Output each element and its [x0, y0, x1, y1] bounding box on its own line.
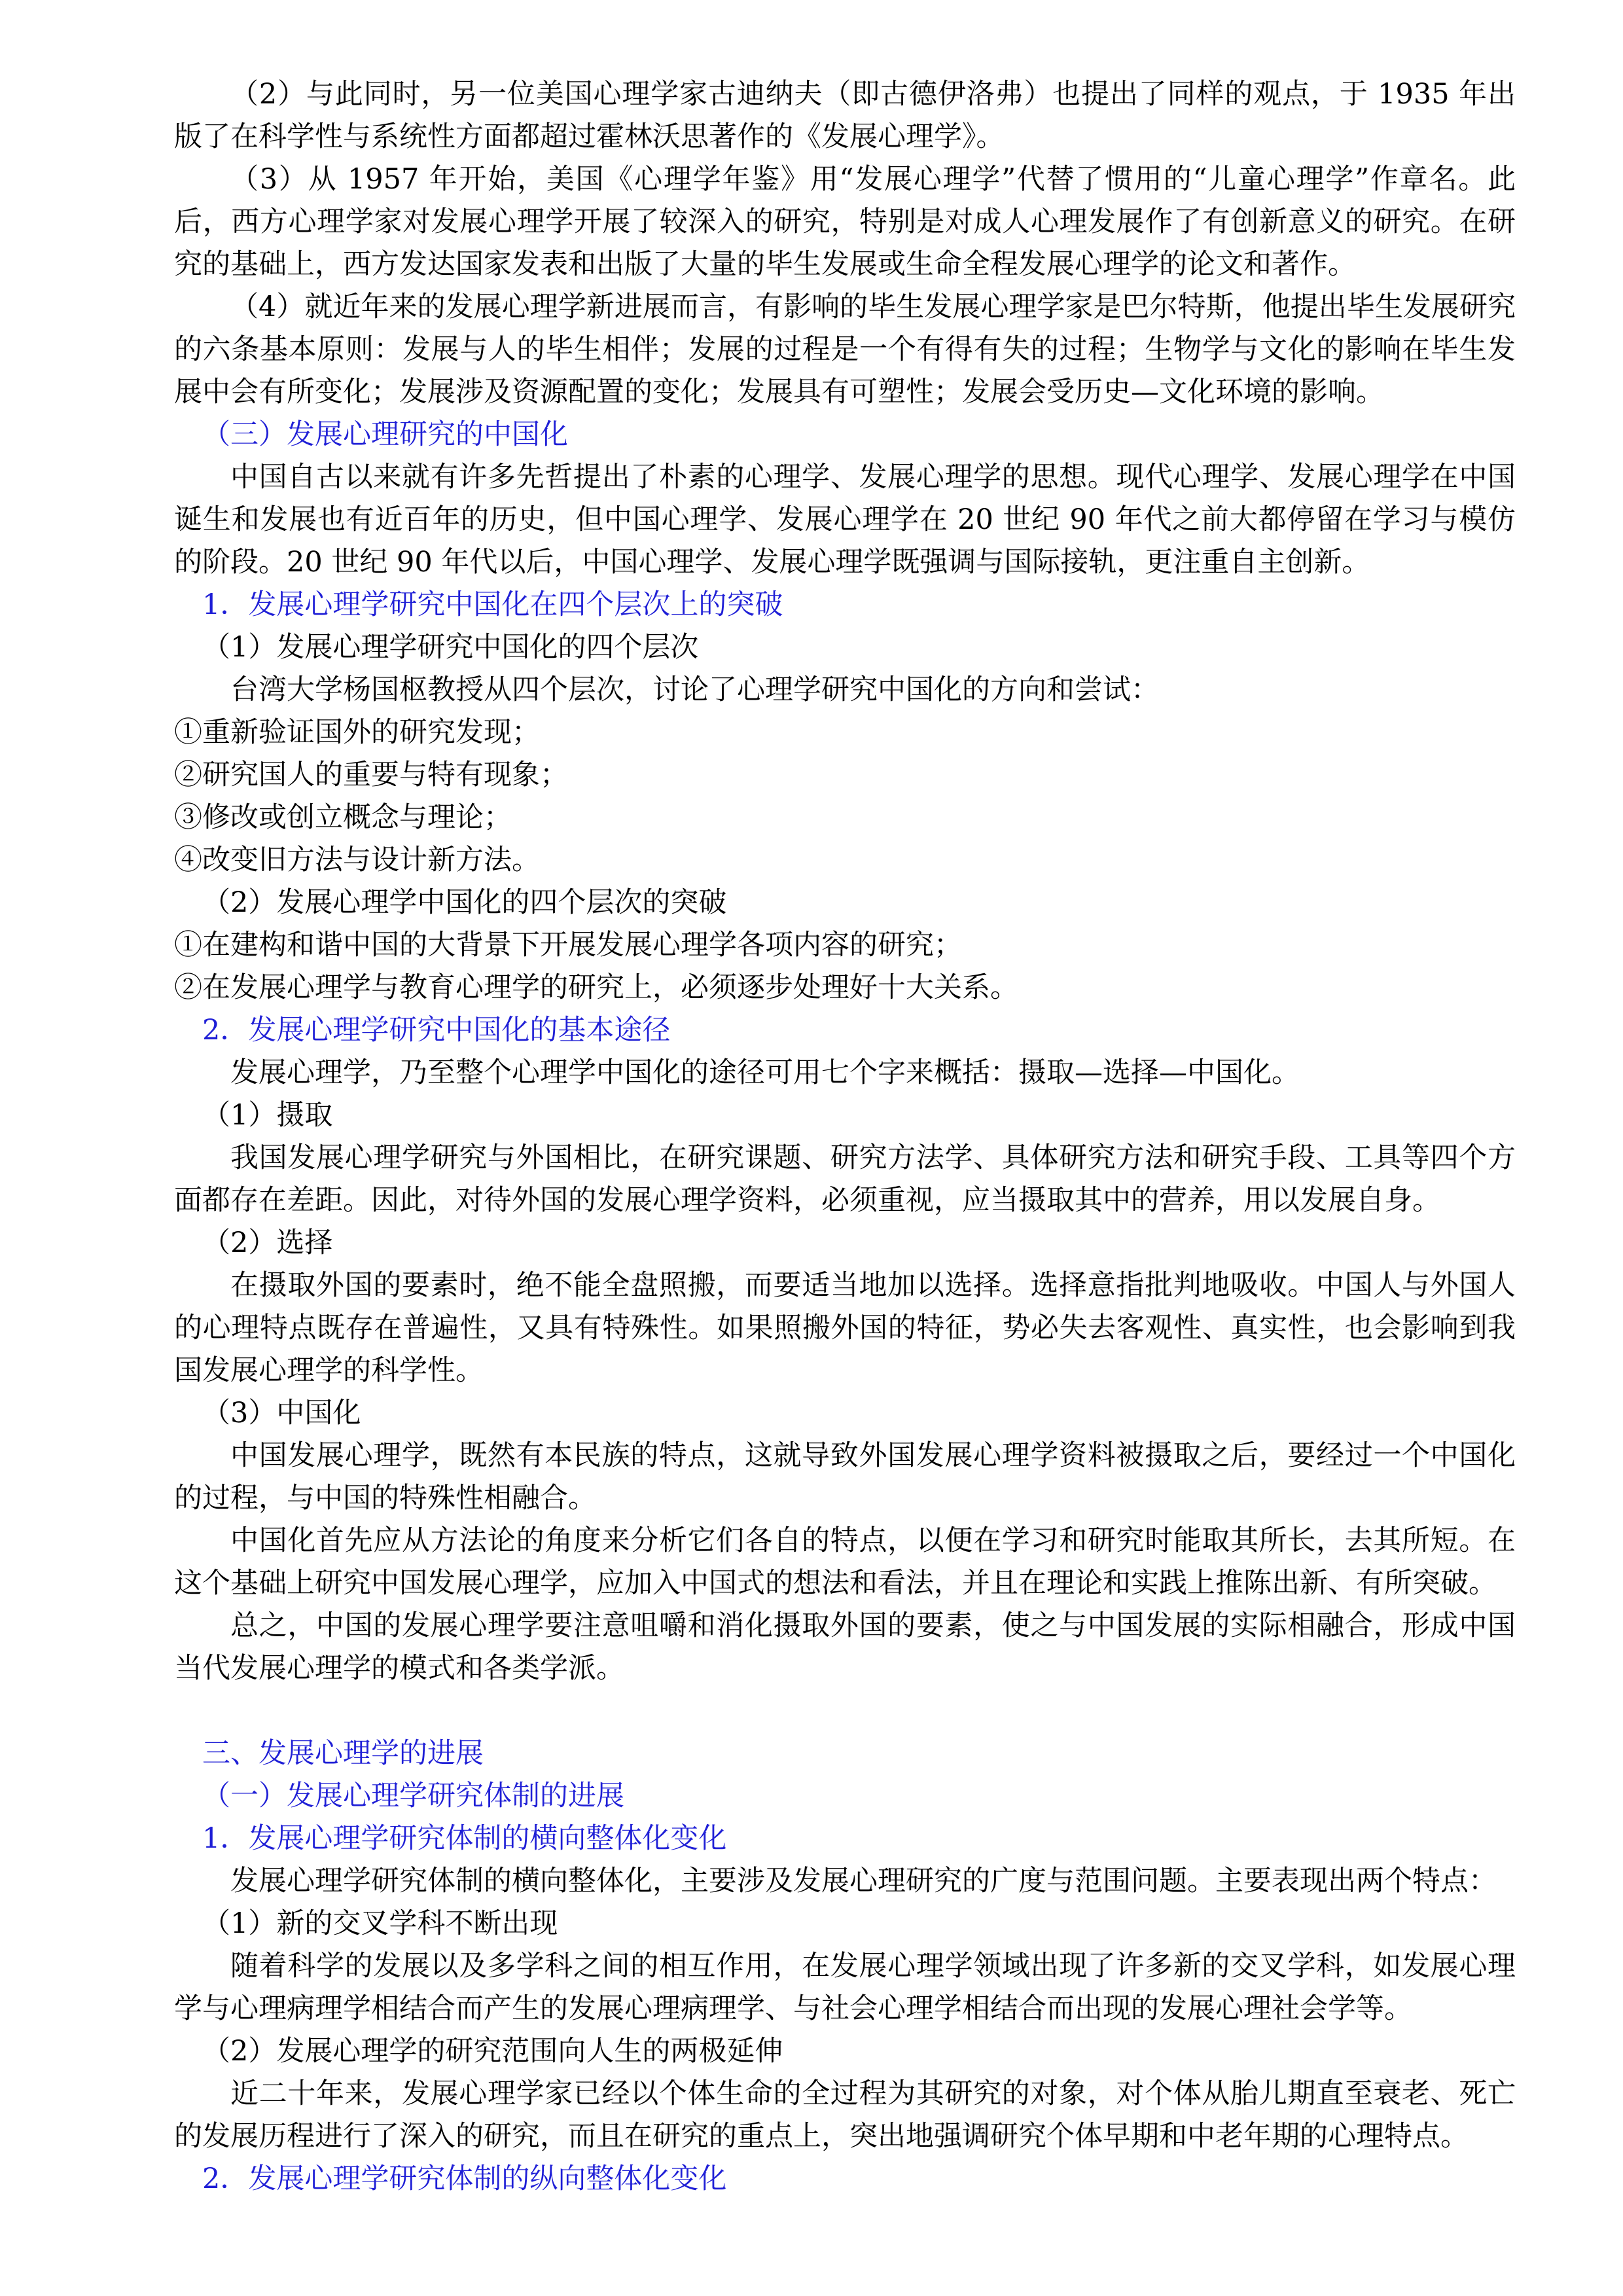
- section-heading: 1．发展心理学研究体制的横向整体化变化: [202, 1822, 727, 1855]
- section-heading: 2．发展心理学研究体制的纵向整体化变化: [202, 2162, 727, 2195]
- body-paragraph: （1）摄取: [202, 1099, 333, 1132]
- body-paragraph: ①重新验证国外的研究发现；: [174, 716, 540, 749]
- body-paragraph: （2）发展心理学的研究范围向人生的两极延伸: [202, 2035, 783, 2068]
- body-paragraph: （2）选择: [202, 1227, 333, 1259]
- body-paragraph: ③修改或创立概念与理论；: [174, 801, 512, 834]
- body-paragraph: （1）发展心理学研究中国化的四个层次: [202, 631, 699, 664]
- body-paragraph: （2）发展心理学中国化的四个层次的突破: [202, 886, 727, 919]
- body-paragraph: （2）与此同时，另一位美国心理学家古迪纳夫（即古德伊洛弗）也提出了同样的观点，于 1935 年出版了在科学性与系统性方面都超过霍林沃思著作的《发展心理学》。: [174, 78, 1516, 153]
- body-paragraph: 我国发展心理学研究与外国相比，在研究课题、研究方法学、具体研究方法和研究手段、工具等四个方面都存在差距。因此，对待外国的发展心理学资料，必须重视，应当摄取其中的营养，用以发展自身。: [174, 1141, 1516, 1217]
- section-heading: 1．发展心理学研究中国化在四个层次上的突破: [202, 588, 783, 621]
- section-heading: 三、发展心理学的进展: [202, 1737, 484, 1770]
- section-heading: （三）发展心理研究的中国化: [202, 418, 568, 451]
- body-paragraph: 发展心理学研究体制的横向整体化，主要涉及发展心理研究的广度与范围问题。主要表现出两个特点：: [230, 1865, 1497, 1897]
- body-paragraph: （4）就近年来的发展心理学新进展而言，有影响的毕生发展心理学家是巴尔特斯，他提出毕生发展研究的六条基本原则：发展与人的毕生相伴；发展的过程是一个有得有失的过程；生物学与文化的影响在毕生发展中会有所变化；发展涉及资源配置的变化；发展具有可塑性；发展会受历史—文化环境的影响。: [174, 291, 1516, 408]
- body-paragraph: 总之，中国的发展心理学要注意咀嚼和消化摄取外国的要素，使之与中国发展的实际相融合，形成中国当代发展心理学的模式和各类学派。: [174, 1609, 1516, 1685]
- body-paragraph: （1）新的交叉学科不断出现: [202, 1907, 558, 1940]
- body-paragraph: （3）从 1957 年开始，美国《心理学年鉴》用“发展心理学”代替了惯用的“儿童心理学”作章名。此后，西方心理学家对发展心理学开展了较深入的研究，特别是对成人心理发展作了有创新意义的研究。在研究的基础上，西方发达国家发表和出版了大量的毕生发展或生命全程发展心理学的论文和著作。: [174, 163, 1516, 281]
- body-paragraph: 在摄取外国的要素时，绝不能全盘照搬，而要适当地加以选择。选择意指批判地吸收。中国人与外国人的心理特点既存在普遍性，又具有特殊性。如果照搬外国的特征，势必失去客观性、真实性，也会影响到我国发展心理学的科学性。: [174, 1269, 1516, 1387]
- body-paragraph: （3）中国化: [202, 1397, 361, 1429]
- body-paragraph: 中国自古以来就有许多先哲提出了朴素的心理学、发展心理学的思想。现代心理学、发展心理学在中国诞生和发展也有近百年的历史，但中国心理学、发展心理学在 20 世纪 90 年代之前大都停留在学习与模仿的阶段。20 世纪 90 年代以后，中国心理学、发展心理学既强调与国际接轨，更注重自主创新。: [174, 461, 1516, 579]
- body-paragraph: 台湾大学杨国枢教授从四个层次，讨论了心理学研究中国化的方向和尝试：: [230, 673, 1159, 706]
- body-paragraph: 中国发展心理学，既然有本民族的特点，这就导致外国发展心理学资料被摄取之后，要经过一个中国化的过程，与中国的特殊性相融合。: [174, 1439, 1516, 1515]
- section-heading: （一）发展心理学研究体制的进展: [202, 1780, 624, 1812]
- section-heading: 2．发展心理学研究中国化的基本途径: [202, 1014, 671, 1047]
- section-spacer: [174, 1690, 1516, 1732]
- body-paragraph: ②研究国人的重要与特有现象；: [174, 759, 568, 791]
- body-paragraph: 近二十年来，发展心理学家已经以个体生命的全过程为其研究的对象，对个体从胎儿期直至衰老、死亡的发展历程进行了深入的研究，而且在研究的重点上，突出地强调研究个体早期和中老年期的心理特点。: [174, 2077, 1516, 2153]
- body-paragraph: 随着科学的发展以及多学科之间的相互作用，在发展心理学领域出现了许多新的交叉学科，如发展心理学与心理病理学相结合而产生的发展心理病理学、与社会心理学相结合而出现的发展心理社会学等。: [174, 1950, 1516, 2025]
- body-paragraph: ②在发展心理学与教育心理学的研究上，必须逐步处理好十大关系。: [174, 971, 1018, 1004]
- body-paragraph: ④改变旧方法与设计新方法。: [174, 844, 540, 876]
- body-paragraph: ①在建构和谐中国的大背景下开展发展心理学各项内容的研究；: [174, 929, 962, 961]
- body-paragraph: 发展心理学，乃至整个心理学中国化的途径可用七个字来概括：摄取—选择—中国化。: [230, 1056, 1300, 1089]
- body-paragraph: 中国化首先应从方法论的角度来分析它们各自的特点，以便在学习和研究时能取其所长，去其所短。在这个基础上研究中国发展心理学，应加入中国式的想法和看法，并且在理论和实践上推陈出新、有所突破。: [174, 1524, 1516, 1600]
